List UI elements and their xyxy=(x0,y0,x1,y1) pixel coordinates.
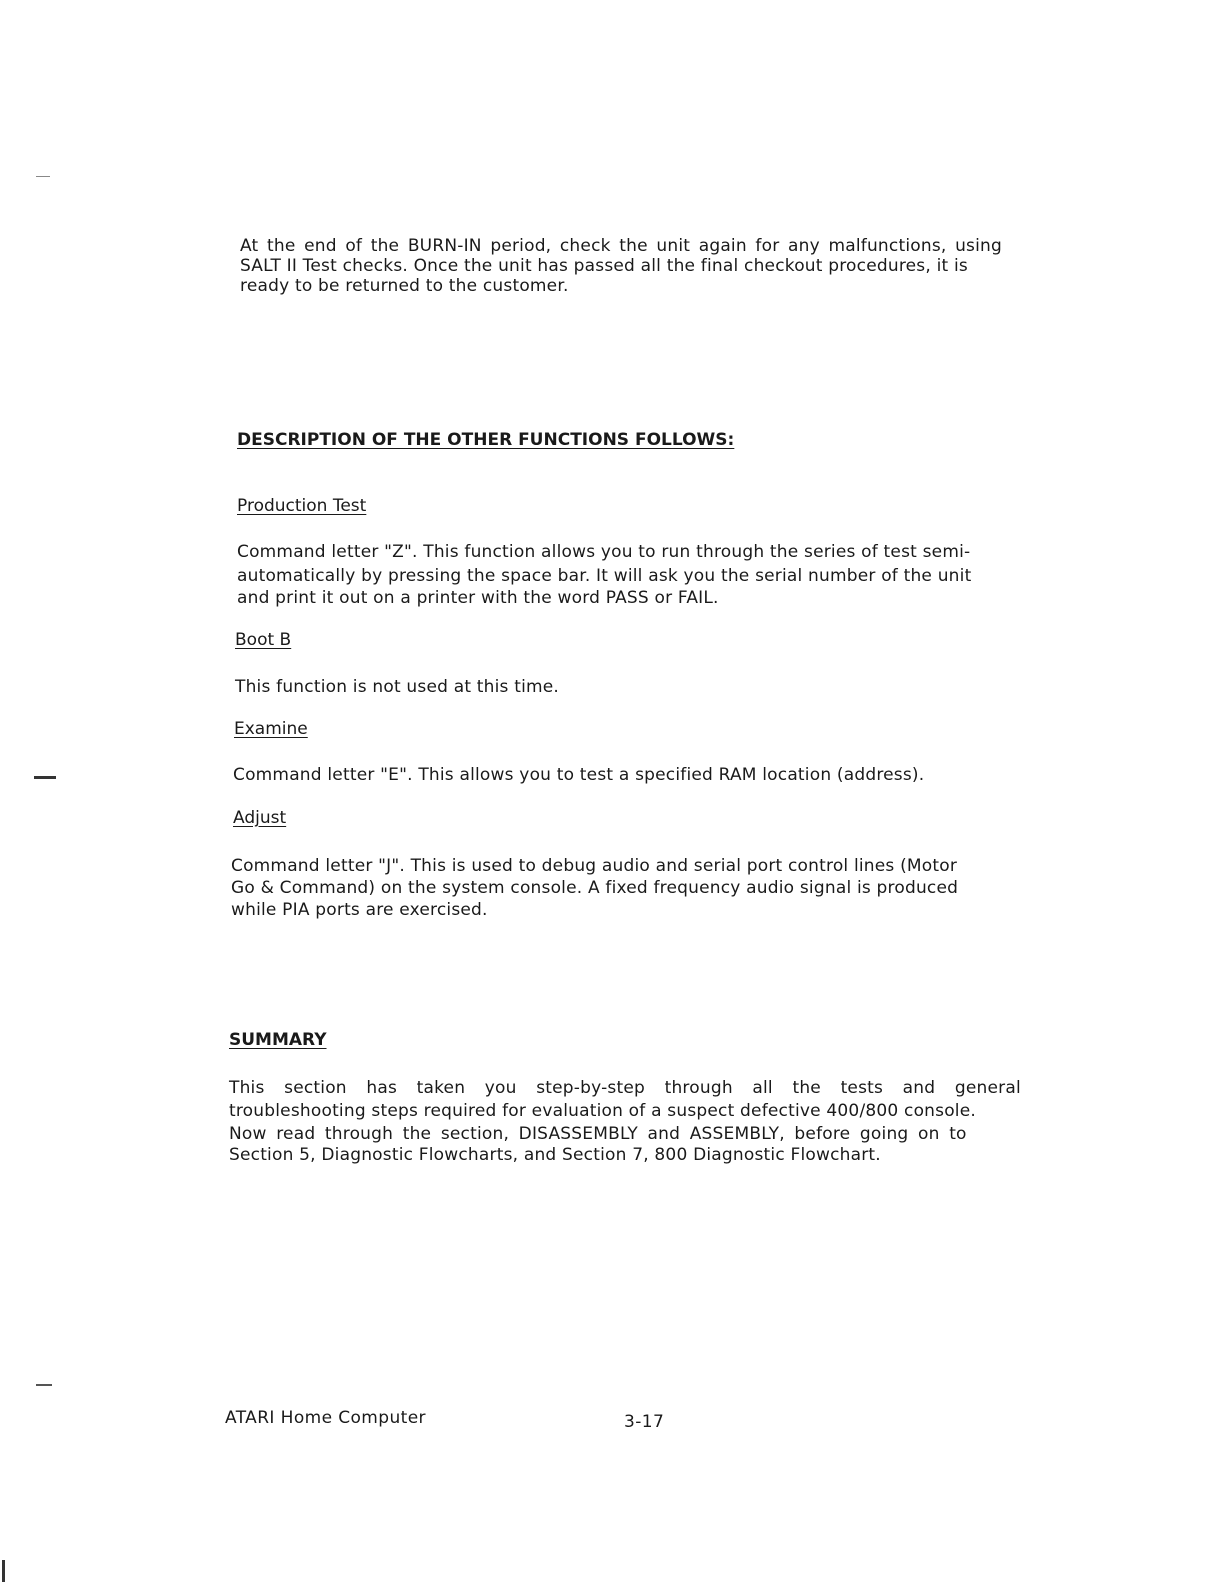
margin-mark xyxy=(36,176,50,177)
summary-heading: SUMMARY xyxy=(229,1030,327,1050)
paragraph-line: while PIA ports are exercised. xyxy=(231,900,488,920)
paragraph-line: Section 5, Diagnostic Flowcharts, and Section 7, 800 Diagnostic Flowchart. xyxy=(229,1145,881,1165)
section-heading: DESCRIPTION OF THE OTHER FUNCTIONS FOLLOWS: xyxy=(237,430,735,450)
subsection-title: Boot B xyxy=(235,630,292,650)
paragraph-line: At the end of the BURN-IN period, check the unit again for any malfunctions, using xyxy=(240,236,1002,256)
paragraph-line: Now read through the section, DISASSEMBLY and ASSEMBLY, before going on to xyxy=(229,1124,967,1144)
paragraph-line: This section has taken you step-by-step through all the tests and general xyxy=(229,1078,1021,1098)
paragraph-line: This function is not used at this time. xyxy=(235,677,560,697)
paragraph-line: Command letter "J". This is used to debug audio and serial port control lines (Motor xyxy=(231,856,958,876)
paragraph-line: and print it out on a printer with the word PASS or FAIL. xyxy=(237,588,719,608)
margin-mark xyxy=(2,1560,5,1582)
paragraph-line: Go & Command) on the system console. A fixed frequency audio signal is produced xyxy=(231,878,959,898)
subsection-title: Adjust xyxy=(233,808,287,828)
footer-title: ATARI Home Computer xyxy=(225,1408,426,1428)
paragraph-line: automatically by pressing the space bar. It will ask you the serial number of the unit xyxy=(237,566,972,586)
paragraph-line: ready to be returned to the customer. xyxy=(240,276,569,296)
margin-mark xyxy=(36,1384,52,1386)
paragraph-line: troubleshooting steps required for evaluation of a suspect defective 400/800 console. xyxy=(229,1101,976,1121)
subsection-title: Production Test xyxy=(237,496,367,516)
page-number: 3-17 xyxy=(624,1412,665,1432)
subsection-title: Examine xyxy=(234,719,308,739)
margin-mark xyxy=(34,776,56,779)
paragraph-line: Command letter "E". This allows you to test a specified RAM location (address). xyxy=(233,765,925,785)
paragraph-line: Command letter "Z". This function allows you to run through the series of test semi- xyxy=(237,542,971,562)
paragraph-line: SALT II Test checks. Once the unit has passed all the final checkout procedures, it is xyxy=(240,256,968,276)
